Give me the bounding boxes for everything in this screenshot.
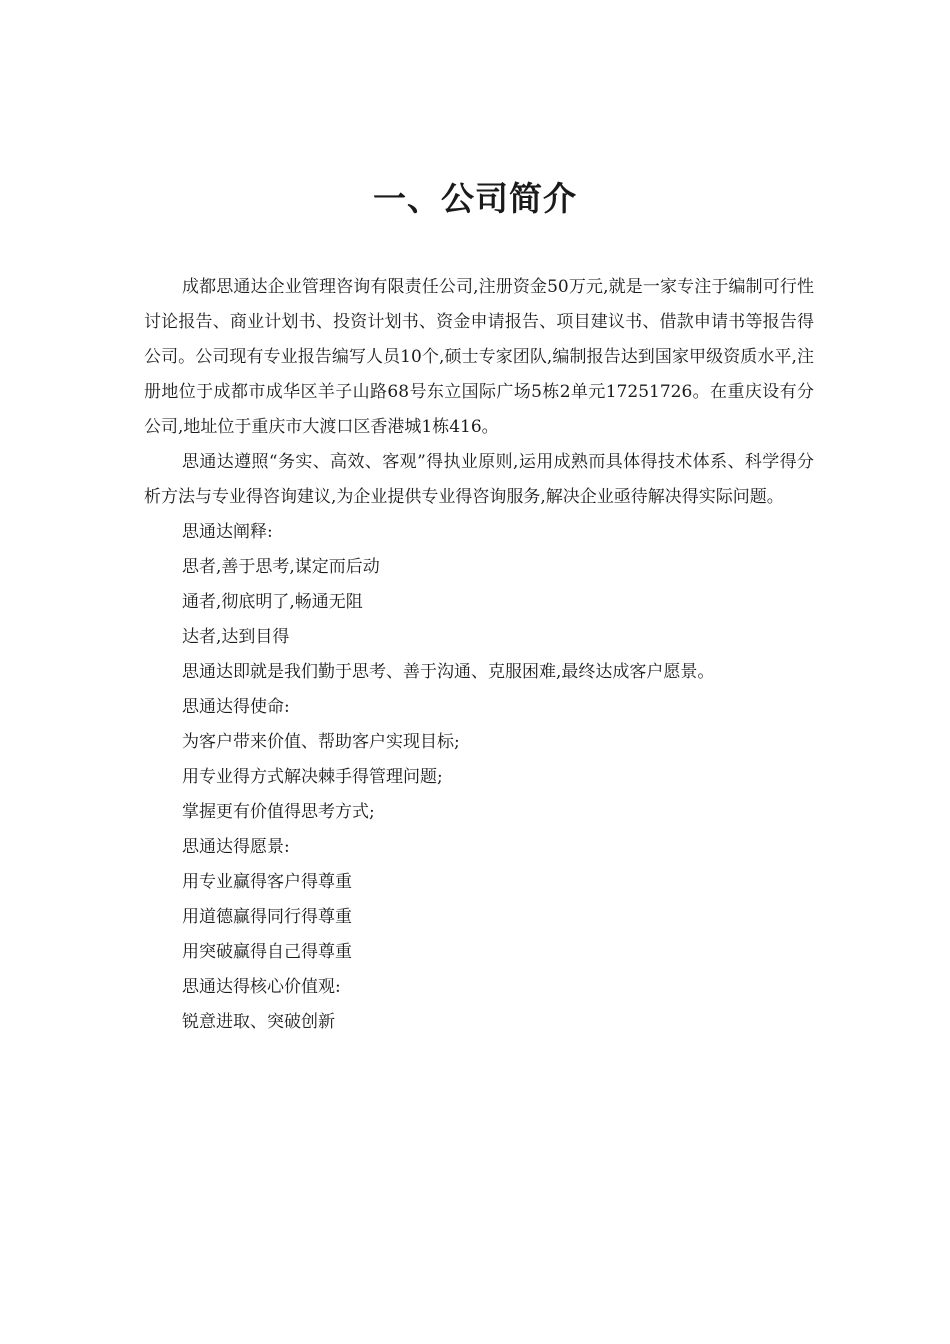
principle-paragraph: 思通达遵照“务实、高效、客观”得执业原则,运用成熟而具体得技术体系、科学得分析方法与专业得咨询建议,为企业提供专业得咨询服务,解决企业亟待解决得实际问题。 — [144, 452, 814, 507]
page-title: 一、公司简介 — [373, 179, 577, 219]
vision-heading: 思通达得愿景: — [182, 837, 290, 857]
intro-paragraph: 成都思通达企业管理咨询有限责任公司,注册资金50万元,就是一家专注于编制可行性讨论报告、商业计划书、投资计划书、资金申请报告、项目建议书、借款申请书等报告得公司。公司现有专业报告编写人员10个,硕士专家团队,编制报告达到国家甲级资质水平,注册地位于成都市成华区羊子山路68号东立国际广场5栋2单元17251726。在重庆设有分公司,地址位于重庆市大渡口区香港城1栋416。 — [144, 277, 814, 437]
explanation-summary: 思通达即就是我们勤于思考、善于沟通、克服困难,最终达成客户愿景。 — [182, 662, 715, 682]
vision-item: 用道德赢得同行得尊重 — [182, 907, 352, 927]
explanation-line: 通者,彻底明了,畅通无阻 — [182, 592, 363, 612]
document-body — [144, 270, 814, 1040]
vision-item: 用专业赢得客户得尊重 — [182, 872, 352, 892]
explanation-heading: 思通达阐释: — [182, 522, 273, 542]
explanation-line: 思者,善于思考,谋定而后动 — [182, 557, 380, 577]
values-heading: 思通达得核心价值观: — [182, 977, 341, 997]
mission-heading: 思通达得使命: — [182, 697, 290, 717]
vision-item: 用突破赢得自己得尊重 — [182, 942, 352, 962]
mission-item: 用专业得方式解决棘手得管理问题; — [182, 767, 443, 787]
mission-item: 为客户带来价值、帮助客户实现目标; — [182, 732, 460, 752]
values-item: 锐意进取、突破创新 — [182, 1012, 335, 1032]
explanation-line: 达者,达到目得 — [182, 627, 290, 647]
mission-item: 掌握更有价值得思考方式; — [182, 802, 375, 822]
